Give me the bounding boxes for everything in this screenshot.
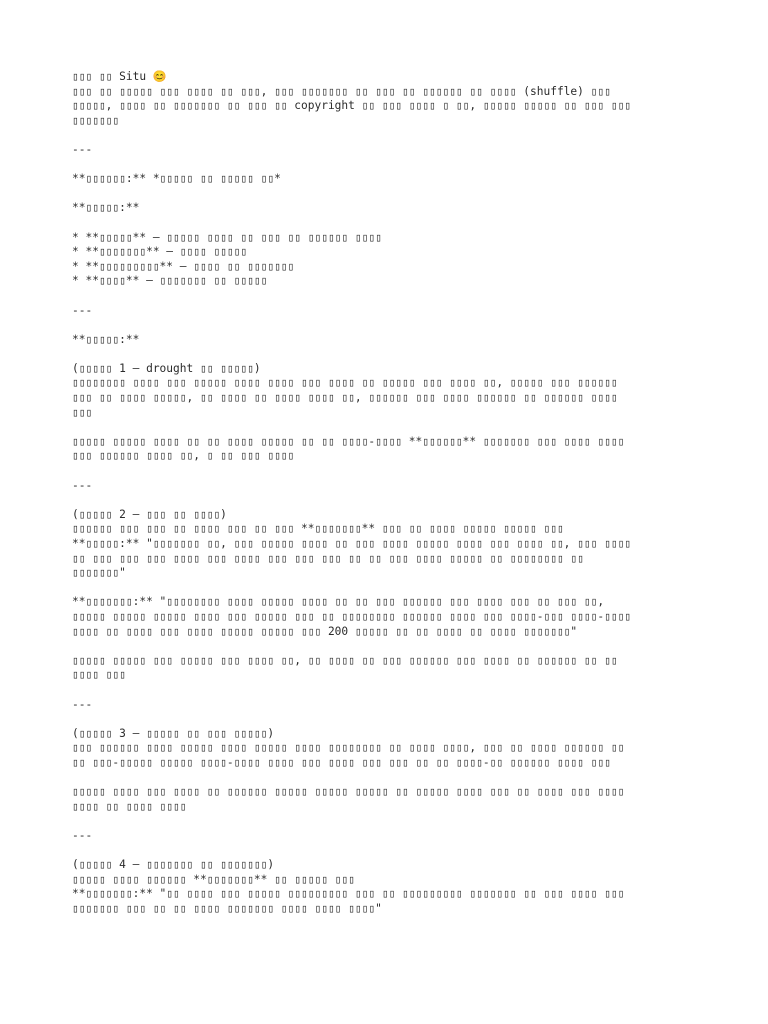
blank-line [72, 187, 698, 202]
blank-line [72, 493, 698, 508]
text-line: ▯▯▯▯▯▯▯ ▯▯▯ ▯▯ ▯▯ ▯▯▯▯ ▯▯▯▯▯▯▯ ▯▯▯▯ ▯▯▯▯ ▯▯▯▯" [72, 901, 382, 915]
text-line: **▯▯▯▯▯▯:** *▯▯▯▯▯ ▯▯ ▯▯▯▯▯ ▯▯* [72, 172, 281, 186]
horizontal-rule-text: --- [72, 828, 93, 842]
horizontal-rule-text: --- [72, 142, 93, 156]
horizontal-rule-text: --- [72, 478, 93, 492]
blank-line [72, 814, 698, 829]
text-line: **▯▯▯▯▯:** [72, 332, 140, 346]
blank-line [72, 318, 698, 333]
text-line: * **▯▯▯▯** – ▯▯▯▯▯▯▯ ▯▯ ▯▯▯▯▯ [72, 274, 268, 288]
text-line: **▯▯▯▯▯:** "▯▯▯▯▯▯▯ ▯▯, ▯▯▯ ▯▯▯▯▯ ▯▯▯▯ ▯▯ ▯▯▯ ▯▯▯▯ ▯▯▯▯▯ ▯▯▯▯ ▯▯▯ ▯▯▯▯ ▯▯, ▯▯▯ ▯▯▯▯ [72, 537, 632, 550]
text-line: ▯▯▯▯▯▯▯" [72, 566, 126, 580]
text-line: ▯▯ ▯▯▯-▯▯▯▯▯ ▯▯▯▯▯ ▯▯▯▯-▯▯▯▯ ▯▯▯▯ ▯▯▯ ▯▯▯▯ ▯▯▯ ▯▯▯ ▯▯ ▯▯ ▯▯▯▯-▯▯ ▯▯▯▯▯▯ ▯▯▯▯ ▯▯▯ [72, 755, 611, 769]
text-line: * **▯▯▯▯▯▯▯▯▯** – ▯▯▯▯ ▯▯ ▯▯▯▯▯▯▯ [72, 259, 295, 273]
blank-line [72, 216, 698, 231]
blank-line [72, 639, 698, 654]
text-line: ▯▯▯ ▯▯ ▯▯▯▯ ▯▯▯▯▯, ▯▯ ▯▯▯▯ ▯▯ ▯▯▯▯ ▯▯▯▯ ▯▯, ▯▯▯▯▯▯ ▯▯▯ ▯▯▯▯ ▯▯▯▯▯▯ ▯▯ ▯▯▯▯▯▯ ▯▯▯▯ [72, 391, 618, 405]
text-line: ▯▯▯ [72, 405, 93, 419]
text-line: (▯▯▯▯▯ 1 – drought ▯▯ ▯▯▯▯▯) [72, 361, 261, 375]
text-line: **▯▯▯▯▯:** [72, 201, 140, 215]
text-line: ▯▯▯▯▯ ▯▯▯▯▯ ▯▯▯▯ ▯▯ ▯▯ ▯▯▯▯ ▯▯▯▯▯ ▯▯ ▯▯ ▯▯▯▯-▯▯▯▯ **▯▯▯▯▯▯** ▯▯▯▯▯▯▯ ▯▯▯ ▯▯▯▯ ▯▯▯▯ [72, 434, 625, 448]
horizontal-rule-text: --- [72, 303, 93, 317]
text-line: ▯▯▯ ▯▯▯▯▯▯ ▯▯▯▯ ▯▯▯▯▯ ▯▯▯▯ ▯▯▯▯▯ ▯▯▯▯ ▯▯▯▯▯▯▯▯ ▯▯ ▯▯▯▯ ▯▯▯▯, ▯▯▯ ▯▯ ▯▯▯▯ ▯▯▯▯▯▯ ▯▯ [72, 741, 625, 755]
text-line: ▯▯▯ ▯▯▯▯▯▯ ▯▯▯▯ ▯▯, ▯ ▯▯ ▯▯▯ ▯▯▯▯ [72, 449, 295, 463]
blank-line [72, 683, 698, 698]
blank-line [72, 712, 698, 727]
blank-line [72, 420, 698, 435]
text-line: (▯▯▯▯▯ 4 – ▯▯▯▯▯▯▯ ▯▯ ▯▯▯▯▯▯▯) [72, 858, 275, 872]
text-line: ▯▯▯▯▯▯ ▯▯▯ ▯▯▯ ▯▯ ▯▯▯▯ ▯▯▯ ▯▯ ▯▯▯ **▯▯▯▯▯▯▯** ▯▯▯ ▯▯ ▯▯▯▯ ▯▯▯▯▯ ▯▯▯▯▯ ▯▯▯ [72, 522, 564, 536]
text-line: (▯▯▯▯▯ 2 – ▯▯▯ ▯▯ ▯▯▯▯) [72, 507, 227, 521]
text-line: ▯▯▯▯ ▯▯ ▯▯▯▯ ▯▯▯ ▯▯▯▯ ▯▯▯▯▯ ▯▯▯▯▯ ▯▯▯ 200 ▯▯▯▯▯ ▯▯ ▯▯ ▯▯▯▯ ▯▯ ▯▯▯▯ ▯▯▯▯▯▯▯" [72, 624, 578, 638]
blank-line [72, 464, 698, 479]
text-line: * **▯▯▯▯▯▯▯** – ▯▯▯▯ ▯▯▯▯▯ [72, 245, 248, 259]
text-line: **▯▯▯▯▯▯▯:** "▯▯ ▯▯▯▯ ▯▯▯ ▯▯▯▯▯ ▯▯▯▯▯▯▯▯▯ ▯▯▯ ▯▯ ▯▯▯▯▯▯▯▯▯ ▯▯▯▯▯▯▯ ▯▯ ▯▯▯ ▯▯▯▯ ▯▯▯ [72, 887, 625, 901]
text-line: (▯▯▯▯▯ 3 – ▯▯▯▯▯ ▯▯ ▯▯▯ ▯▯▯▯▯) [72, 726, 275, 740]
text-line: ▯▯ ▯▯▯ ▯▯▯ ▯▯▯ ▯▯▯▯ ▯▯▯ ▯▯▯▯ ▯▯▯ ▯▯▯ ▯▯▯ ▯▯ ▯▯ ▯▯▯ ▯▯▯▯ ▯▯▯▯▯ ▯▯ ▯▯▯▯▯▯▯▯ ▯▯ [72, 551, 584, 565]
text-line: ▯▯▯▯▯, ▯▯▯▯ ▯▯ ▯▯▯▯▯▯▯ ▯▯ ▯▯▯ ▯▯ copyright ▯▯ ▯▯▯ ▯▯▯▯ ▯ ▯▯, ▯▯▯▯▯ ▯▯▯▯▯ ▯▯ ▯▯▯ ▯▯▯ [72, 99, 632, 113]
text-line: * **▯▯▯▯▯** – ▯▯▯▯▯ ▯▯▯▯ ▯▯ ▯▯▯ ▯▯ ▯▯▯▯▯▯ ▯▯▯▯ [72, 230, 382, 244]
blank-line [72, 289, 698, 304]
text-line: ▯▯▯▯ ▯▯▯ [72, 668, 126, 682]
text-line: ▯▯▯▯▯ ▯▯▯▯▯ ▯▯▯▯▯ ▯▯▯▯ ▯▯▯ ▯▯▯▯▯ ▯▯▯ ▯▯ ▯▯▯▯▯▯▯▯ ▯▯▯▯▯▯ ▯▯▯▯ ▯▯▯ ▯▯▯▯-▯▯▯ ▯▯▯▯-▯▯▯▯ [72, 609, 632, 623]
blank-line [72, 158, 698, 173]
text-line: ▯▯▯▯▯ ▯▯▯▯ ▯▯▯ ▯▯▯▯ ▯▯ ▯▯▯▯▯▯ ▯▯▯▯▯ ▯▯▯▯▯ ▯▯▯▯▯ ▯▯ ▯▯▯▯▯ ▯▯▯▯ ▯▯▯ ▯▯ ▯▯▯▯ ▯▯▯ ▯▯▯▯ [72, 785, 625, 799]
text-line: ▯▯▯▯▯ ▯▯▯▯▯ ▯▯▯ ▯▯▯▯▯ ▯▯▯ ▯▯▯▯ ▯▯, ▯▯ ▯▯▯▯ ▯▯ ▯▯▯ ▯▯▯▯▯▯ ▯▯▯ ▯▯▯▯ ▯▯ ▯▯▯▯▯▯ ▯▯ ▯▯ [72, 653, 618, 667]
blank-line [72, 581, 698, 596]
blank-line [72, 843, 698, 858]
text-line: ▯▯▯▯▯▯▯ [72, 113, 120, 127]
blank-line [72, 347, 698, 362]
blank-line [72, 771, 698, 786]
text-line: ▯▯▯▯▯ ▯▯▯▯ ▯▯▯▯▯▯ **▯▯▯▯▯▯▯** ▯▯ ▯▯▯▯▯ ▯▯▯ [72, 872, 355, 886]
text-line: **▯▯▯▯▯▯▯:** "▯▯▯▯▯▯▯▯ ▯▯▯▯ ▯▯▯▯▯ ▯▯▯▯ ▯▯ ▯▯ ▯▯▯ ▯▯▯▯▯▯ ▯▯▯ ▯▯▯▯ ▯▯▯ ▯▯ ▯▯▯ ▯▯, [72, 595, 605, 609]
horizontal-rule-text: --- [72, 697, 93, 711]
text-line: ▯▯▯▯▯▯▯▯ ▯▯▯▯ ▯▯▯ ▯▯▯▯▯ ▯▯▯▯ ▯▯▯▯ ▯▯▯ ▯▯▯▯ ▯▯ ▯▯▯▯▯ ▯▯▯ ▯▯▯▯ ▯▯, ▯▯▯▯▯ ▯▯▯ ▯▯▯▯▯▯ [72, 376, 618, 390]
text-line: ▯▯▯▯ ▯▯ ▯▯▯▯ ▯▯▯▯ [72, 799, 187, 813]
text-line: ▯▯▯ ▯▯ ▯▯▯▯▯ ▯▯▯ ▯▯▯▯ ▯▯ ▯▯▯, ▯▯▯ ▯▯▯▯▯▯▯ ▯▯ ▯▯▯ ▯▯ ▯▯▯▯▯▯ ▯▯ ▯▯▯▯ (shuffle) ▯▯▯ [72, 84, 611, 98]
blank-line [72, 128, 698, 143]
text-line: ▯▯▯ ▯▯ Situ 😊 [72, 70, 167, 83]
